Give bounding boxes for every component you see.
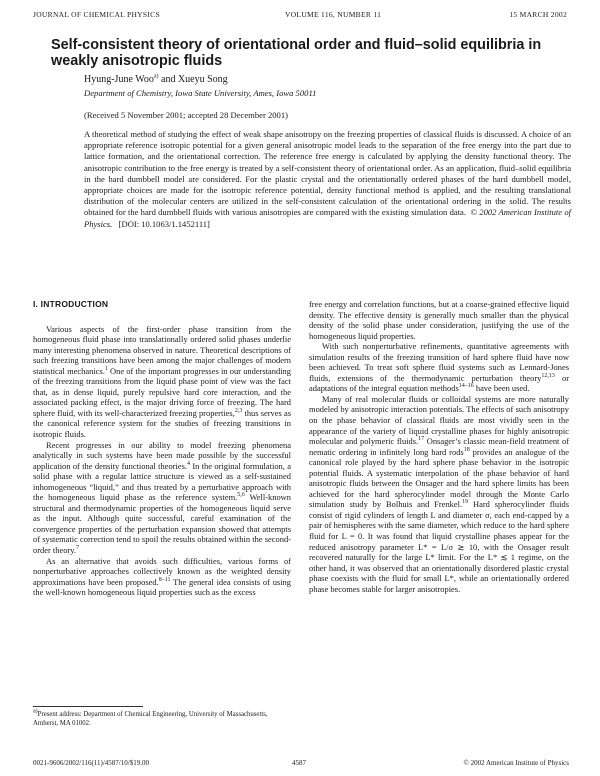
footnote: [33, 708, 291, 728]
footer-copyright: © 2002 American Institute of Physics: [463, 759, 569, 767]
reference-citation[interactable]: 8–11: [158, 576, 171, 583]
left-column: [33, 299, 291, 598]
page-footer: [33, 759, 569, 769]
doi[interactable]: [DOI: 10.1063/1.1452111]: [118, 218, 210, 229]
reference-citation[interactable]: 7: [76, 545, 80, 552]
reference-citation[interactable]: 12,13: [541, 373, 555, 380]
reference-citation[interactable]: 14–16: [458, 383, 474, 390]
received-dates: (Received 5 November 2001; accepted 28 December 2001): [84, 110, 289, 120]
authors: [84, 74, 228, 85]
paragraph: Various aspects of the first-order phase transition from the homogeneous fluid phase into translationally ordered solid phases underlie many interesting phenomena observed in nature. Theoretical descriptions of such freezing transitions have been among the major challenges of modern statistical mechanics.$^1$ One of the important progresses in our understanding of the freezing transitions from the liquid phase point of view was the fact that, as in dense liquid, purely repulsive hard core interaction, and the associated packing effect, is the major driving force of freezing. The hard sphere fluid, with its well-characterized freezing properties,$^{2,3}$ thus serves as the canonical reference system for the studies of freezing transitions in isotropic fluids.: [33, 323, 291, 440]
volume-number: VOLUME 116, NUMBER 11: [285, 10, 382, 19]
paragraph: free energy and correlation functions, but at a coarse-grained effective liquid density. The effective density is generally much smaller than the physical density of the solid phase under consideration, justifying the use of the homogeneous liquid properties.: [309, 299, 569, 341]
page-number: 4587: [292, 759, 306, 767]
reference-citation[interactable]: 4: [186, 460, 190, 467]
reference-citation[interactable]: 5,6: [237, 492, 245, 499]
reference-citation[interactable]: 1: [104, 365, 108, 372]
reference-citation[interactable]: 2,3: [234, 408, 243, 415]
author-first: Hyung-June Woo: [84, 74, 154, 85]
paragraph: With such nonperturbative refinements, quantitative agreements with simulation results of the freezing transition of hard sphere fluid have now been achieved. To treat soft sphere fluid systems such as Lennard-Jones fluids, extensions of the thermodynamic perturbation theory$^{12,13}$ or adaptations of the integral equation methods$^{14-16}$ have been used.: [309, 341, 569, 394]
author-footnote-mark: a): [153, 73, 159, 80]
reference-citation[interactable]: 17: [418, 436, 425, 443]
article-code: 0021-9606/2002/116(11)/4587/10/$19.00: [33, 759, 149, 767]
paragraph: Recent progresses in our ability to model freezing phenomena analytically in such systems have been made possible by the successful application of the density functional theories.$^4$ In the original formulation, a solid phase with a regular lattice structure is viewed as a self-sustained inhomogeneous “liquid,” and thus treated by a perturbative approach with the homogeneous liquid phase as the reference system.$^{5,6}$ Well-known structural and thermodynamic properties of the homogeneous liquid serve as the input. Although quite successful, careful examination of the convergence properties of the perturbation expansion showed that attempts of systematic correction tend to spoil the results obtained within the second-order theory.$^7$: [33, 439, 291, 556]
running-head: [33, 10, 567, 24]
abstract-copyright: © 2002 American Institute of Physics.: [84, 207, 571, 229]
journal-name: JOURNAL OF CHEMICAL PHYSICS: [33, 10, 160, 19]
affiliation: Department of Chemistry, Iowa State University, Ames, Iowa 50011: [84, 88, 317, 98]
abstract: [84, 129, 571, 230]
paragraph: Many of real molecular fluids or colloidal systems are more naturally modeled by anisotropic interaction potentials. The effects of such anisotropy on the phase behavior of classical fluids are most vividly seen in the appearance of the variety of liquid crystalline phases for highly anisotropic molecular and polymeric fluids.$^{17}$ Onsager’s classic mean-field treatment of nematic ordering in infinitely long hard rods$^{18}$ provides an analogue of the canonical role played by the hard sphere phase behavior in the isotropic potential fluids. A systematic interpolation of the phase behavior of hard anisotropic fluids between the Onsager and the hard sphere limits has been achieved for the hard spherocylinder model through the Monte Carlo simulation study by Bolhuis and Frenkel.$^{19}$ Hard spherocylinder fluids consist of rigid cylinders of length L and diameter σ, each end-capped by a pair of hemispheres with the same diameter, which reduce to the hard sphere fluid for L = 0. It was found that liquid crystalline phases appear for the reduced anisotropy parameter L* = L/σ ≳ 10, with the Onsager result recovered naturally for the large L* limit. For the L* ≲ 1 regime, on the other hand, it was observed that an orientationally disordered plastic crystal phase coexists with the fluid for small L*, while an orientationally ordered phase becomes stable for larger anisotropies.: [309, 393, 570, 594]
abstract-text: A theoretical method of studying the effect of weak shape anisotropy on the freezing properties of classical fluids is discussed. A choice of an appropriate reference isotropic potential for a given general anisotropic model leads to the separation of the free energy into the part due to lattice formation, and the orientational correction. The reference free energy is calculated by applying the density functional theory. The anisotropic contribution to the free energy is treated by a self-consistent theory of orientational order. As an application, fluid–solid equilibria in the hard dumbbell model are considered. For the plastic crystal and the orientationally ordered phases of the hard dumbbell model, appropriate choices are made for the isotropic reference potential, density functional method is applied, and the resulting translational distribution of the molecular centers are utilized in the self-consistent calculation of the orientational ordering in the solid. The results obtained for the hard dumbbell fluids with various anisotropies are compared with the existing simulation data.: [84, 129, 571, 218]
footnote-text: Present address: Department of Chemical Engineering, University of Massachusetts, Amherst, MA 01002.: [33, 711, 268, 727]
article-title: Self-consistent theory of orientational order and fluid–solid equilibria in weakly anisotropic fluids: [51, 37, 542, 69]
section-heading: I. INTRODUCTION: [33, 299, 109, 309]
author-rest: and Xueyu Song: [158, 74, 228, 85]
right-column: [309, 299, 569, 594]
footnote-rule: [33, 706, 143, 707]
footnote-mark: a): [33, 708, 38, 715]
paragraph: As an alternative that avoids such difficulties, various forms of nonperturbative approaches collectively known as the weighted density approximations have been proposed.$^{8-11}$ The general idea consists of using the well-known homogeneous liquid properties such as the excess: [33, 555, 291, 598]
reference-citation[interactable]: 18: [463, 446, 470, 453]
issue-date: 15 MARCH 2002: [509, 10, 567, 19]
reference-citation[interactable]: 19: [462, 499, 469, 506]
